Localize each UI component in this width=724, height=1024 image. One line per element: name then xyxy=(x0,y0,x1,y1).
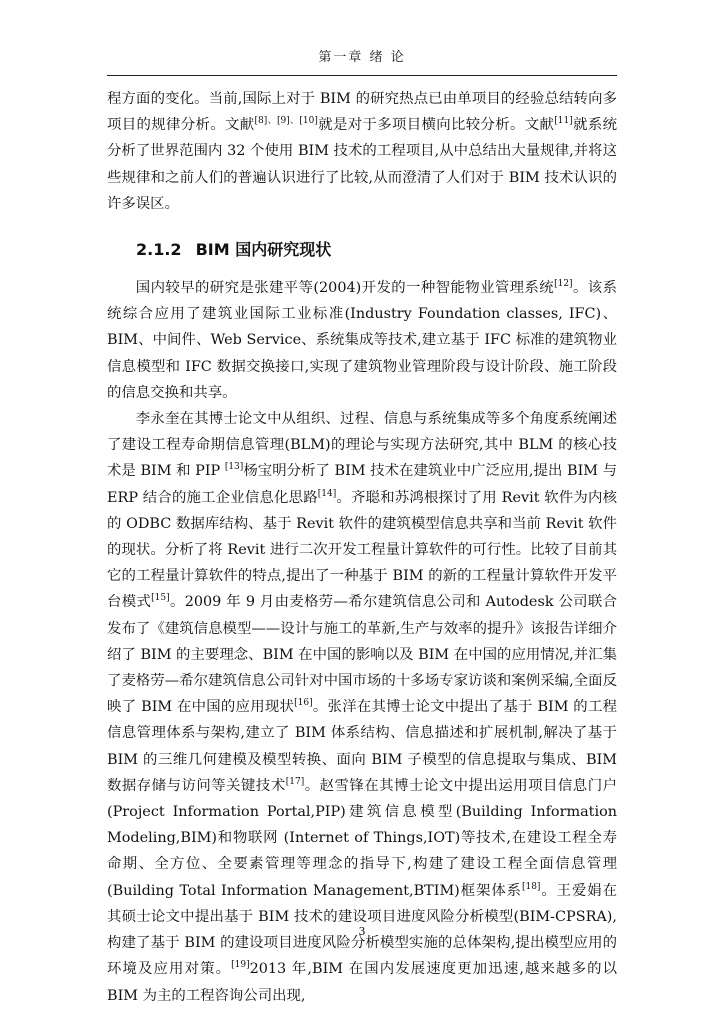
body-text xyxy=(107,86,617,1009)
text-run: 国内较早的研究是张建平等(2004)开发的一种智能物业管理系统 xyxy=(135,280,555,297)
text-run: 。赵雪锋在其博士论文中提出运用项目信息门户(Project Information Portal,PIP)建筑信息模型(Building Information Modeling,BIM)和物联网 (Internet of Things,IOT)等技术,在建设工程全寿命期、全方位、全要素管理等理念的指导下,构建了建设工程全面信息管理(Building Total Information Management,BTIM)框架体系 xyxy=(107,777,617,899)
text-run: 。张洋在其博士论文中提出了基于 BIM 的工程信息管理体系与架构,建立了 BIM 体系结构、信息描述和扩展机制,解决了基于 BIM 的三维几何建模及模型转换、面向 BIM 子模型的信息提取与集成、BIM 数据存储与访问等关键技术 xyxy=(107,699,617,794)
running-header: 第一章 绪 论 xyxy=(318,50,406,65)
text-run: 。2009 年 9 月由麦格劳—希尔建筑信息公司和 Autodesk 公司联合发布了《建筑信息模型——设计与施工的革新,生产与效率的提升》该报告详细介绍了 BIM 的主要理念、BIM 在中国的影响以及 BIM 在中国的应用情况,并汇集了麦格劳—希尔建筑信息公司针对中国市场的十多场专家访谈和案例采编,全面反映了 BIM 在中国的应用现状 xyxy=(107,594,617,716)
citation-ref: [11] xyxy=(554,116,573,127)
text-run: 。王爱娟在其硕士论文中提出基于 BIM 技术的建设项目进度风险分析模型(BIM-CPSRA),构建了基于 BIM 的建设项目进度风险分析模型实施的总体架构,提出模型应用的环境及应用对策。 xyxy=(107,882,617,978)
citation-ref: [16] xyxy=(294,698,313,709)
citation-ref: [15] xyxy=(151,593,170,604)
paragraph-1 xyxy=(107,86,617,217)
citation-ref: [12] xyxy=(554,279,573,290)
citation-ref: [17] xyxy=(285,776,305,787)
text-run: 。该系统综合应用了建筑业国际工业标准(Industry Foundation classes, IFC)、BIM、中间件、Web Service、系统集成等技术,建立基于 IFC 标准的建筑物业信息模型和 IFC 数据交换接口,实现了建筑物业管理阶段与设计阶段、施工阶段的信息交换和共享。 xyxy=(107,280,617,401)
citation-ref: [13] xyxy=(224,462,244,473)
text-run: 2013 年,BIM 在国内发展速度更加迅速,越来越多的以 BIM 为主的工程咨询公司出现, xyxy=(107,961,617,1004)
text-run: 李永奎在其博士论文中从组织、过程、信息与系统集成等多个角度系统阐述了建设工程寿命期信息管理(BLM)的理论与实现方法研究,其中 BLM 的核心技术是 BIM 和 PIP xyxy=(107,411,617,480)
section-heading xyxy=(107,239,617,261)
text-run: 就系统分析了世界范围内 32 个使用 BIM 技术的工程项目,从中总结出大量规律,并将这些规律和之前人们的普遍认识进行了比较,从而澄清了人们对于 BIM 技术认识的许多误区。 xyxy=(107,117,617,212)
citation-ref: [14] xyxy=(317,488,337,499)
citation-ref: [8]、[9]、[10] xyxy=(254,116,318,127)
section-title: BIM 国内研究现状 xyxy=(195,240,332,260)
text-run: 杨宝明分析了 BIM 技术在建筑业中广泛应用,提出 BIM 与 ERP 结合的施工企业信息化思路 xyxy=(107,463,617,506)
citation-ref: [18] xyxy=(521,881,541,892)
paragraph-2 xyxy=(107,275,617,406)
section-number: 2.1.2 xyxy=(136,240,182,260)
text-run: 就是对于多项目横向比较分析。文献 xyxy=(317,117,555,134)
text-run: 。齐聪和苏鸿根探讨了用 Revit 软件为内核的 ODBC 数据库结构、基于 Revit 软件的建筑模型信息共享和当前 Revit 软件的现状。分析了将 Revit 进行二次开发工程量计算软件的可行性。比较了目前其它的工程量计算软件的特点,提出了一种基于 BIM 的新的工程量计算软件开发平台模式 xyxy=(107,489,617,611)
citation-ref: [19] xyxy=(231,960,250,971)
header-divider xyxy=(107,75,617,76)
text-run: 程方面的变化。当前,国际上对于 BIM 的研究热点已由单项目的经验总结转向多项目的规律分析。文献 xyxy=(107,91,617,134)
page-number: 3 xyxy=(358,925,366,938)
paragraph-3 xyxy=(107,406,617,1009)
